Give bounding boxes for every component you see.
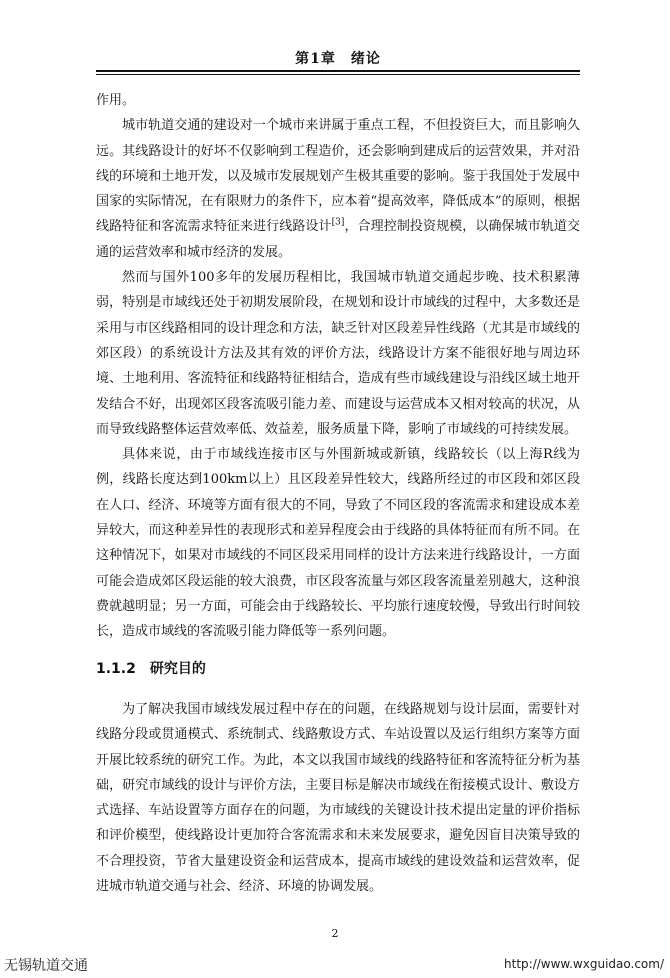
body-text [96,88,580,645]
paragraph [96,113,580,265]
paragraph: 然而与国外100多年的发展历程相比，我国城市轨道交通起步晚、技术积累薄弱，特别是市域线还处于初期发展阶段，在规划和设计市域线的过程中，大多数还是采用与市区线路相同的设计理念和方法，缺乏针对区段差异性线路（尤其是市域线的郊区段）的系统设计方法及其有效的评价方法，线路设计方案不能很好地与周边环境、土地利用、客流特征和线路特征相结合，造成有些市域线建设与沿线区域土地开发结合不好，出现郊区段客流吸引能力差、而建设与运营成本又相对较高的状况，从而导致线路整体运营效率低、效益差，服务质量下降，影响了市域线的可持续发展。 [96,270,580,437]
header-rule-thick [96,70,580,72]
citation-reference[interactable]: [3] [331,218,345,229]
watermark-site-name: 无锡轨道交通 [4,958,88,974]
paragraph: 为了解决我国市域线发展过程中存在的问题，在线路规划与设计层面，需要针对线路分段或贯通模式、系统制式、线路敷设方式、车站设置以及运行组织方案等方面开展比较系统的研究工作。为此，本文以我国市域线的线路特征和客流特征分析为基础，研究市域线的设计与评价方法，主要目标是解决市域线在衔接模式设计、敷设方式选择、车站设置等方面存在的问题，为市域线的关键设计技术提出定量的评价指标和评价模型，使线路设计更加符合客流需求和未来发展要求，避免因盲目决策导致的不合理投资，节省大量建设资金和运营成本，提高市域线的建设效益和运营效率，促进城市轨道交通与社会、经济、环境的协调发展。 [96,702,580,895]
paragraph-continuation: 作用。 [96,93,136,108]
paragraph-text: 城市轨道交通的建设对一个城市来讲属于重点工程，不但投资巨大，而且影响久远。其线路设计的好坏不仅影响到工程造价，还会影响到建成后的运营效果，并对沿线的环境和土地开发，以及城市发展规划产生极其重要的影响。鉴于我国处于发展中国家的实际情况，在有限财力的条件下，应本着“提高效率，降低成本”的原则，根据线路特征和客流需求特征来进行线路设计 [96,118,580,235]
paragraph-text-tail: ，合理控制投资规模，以确保城市轨道交通的运营效率和城市经济的发展。 [96,219,580,260]
header-rule-thin [96,74,580,75]
section-title: 研究目的 [149,661,206,677]
section-number: 1.1.2 [96,661,136,677]
chapter-header: 第1章 绪论 [295,51,381,67]
section-heading [96,658,580,678]
paragraph: 具体来说，由于市域线连接市区与外围新城或新镇，线路较长（以上海R线为例，线路长度达到100km以上）且区段差异性较大，线路所经过的市区段和郊区段在人口、经济、环境等方面有很大的不同，导致了不同区段的客流需求和建设成本差异较大，而这种差异性的表现形式和差异程度会由于线路的具体特征而有所不同。在这种情况下，如果对市域线的不同区段采用同样的设计方法来进行线路设计，一方面可能会造成郊区段运能的较大浪费，市区段客流量与郊区段客流量差别越大，这种浪费就越明显；另一方面，可能会由于线路较长、平均旅行速度较慢，导致出行时间较长，造成市域线的客流吸引能力降低等一系列问题。 [96,447,580,640]
section-body-text [96,697,580,899]
watermark-url[interactable]: http://www.wxguidao.com/ [504,957,664,971]
page-number: 2 [331,927,339,940]
